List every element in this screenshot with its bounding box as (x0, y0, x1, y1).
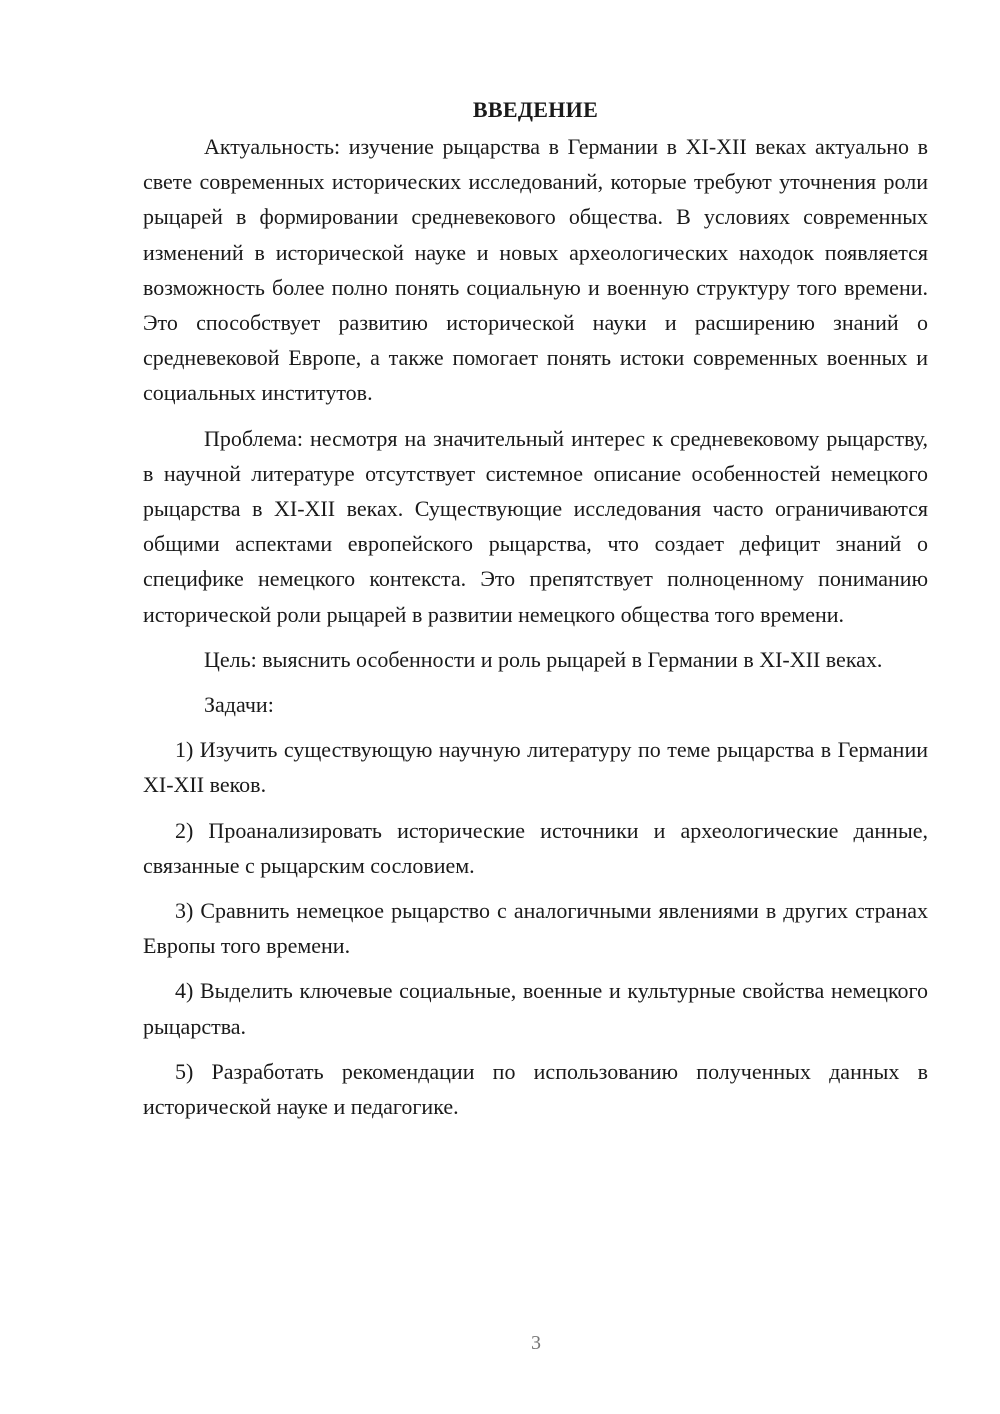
section-heading: ВВЕДЕНИЕ (472, 97, 599, 122)
task-item: 4) Выделить ключевые социальные, военные и культурные свойства немецкого рыцарства. (143, 978, 928, 1039)
tasks-list (143, 732, 928, 1124)
document-page (143, 92, 928, 1134)
page-number: 3 (531, 1332, 541, 1354)
problem-paragraph: Проблема: несмотря на значительный интерес к средневековому рыцарству, в научной литературе отсутствует системное описание особенностей немецкого рыцарства в XI-XII веках. Существующие исследования часто ограничиваются общими аспектами европейского рыцарства, что создает дефицит знаний о специфике немецкого контекста. Это препятствует полноценному пониманию исторической роли рыцарей в развитии немецкого общества того времени. (143, 425, 928, 627)
task-item: 3) Сравнить немецкое рыцарство с аналогичными явлениями в других странах Европы того времени. (143, 898, 928, 959)
task-item: 2) Проанализировать исторические источники и археологические данные, связанные с рыцарским сословием. (143, 817, 928, 878)
task-item: 1) Изучить существующую научную литературу по теме рыцарства в Германии XI-XII веков. (143, 737, 928, 798)
tasks-label: Задачи: (204, 692, 274, 718)
relevance-paragraph: Актуальность: изучение рыцарства в Германии в XI-XII веках актуально в свете современных исторических исследований, которые требуют уточнения роли рыцарей в формировании средневекового общества. В условиях современных изменений в исторической науке и новых археологических находок появляется возможность более полно понять социальную и военную структуру того времени. Это способствует развитию исторической науки и расширению знаний о средневековой Европе, а также помогает понять истоки современных военных и социальных институтов. (143, 134, 928, 406)
goal-paragraph: Цель: выяснить особенности и роль рыцарей в Германии в XI-XII веках. (204, 646, 883, 672)
task-item: 5) Разработать рекомендации по использованию полученных данных в исторической науке и педагогике. (143, 1058, 928, 1120)
